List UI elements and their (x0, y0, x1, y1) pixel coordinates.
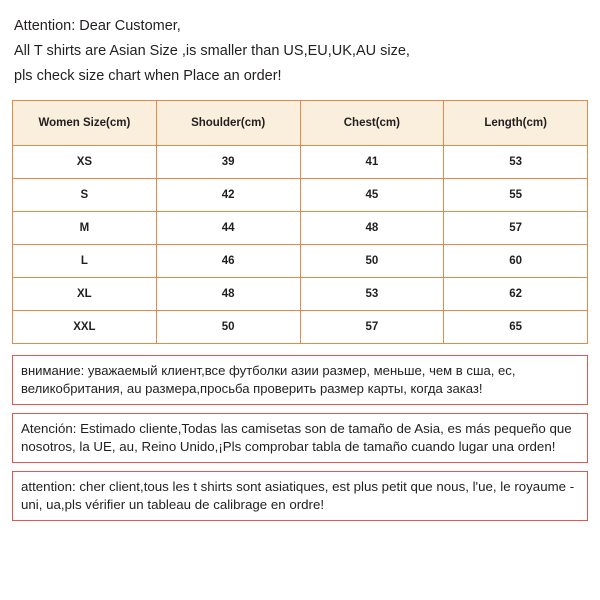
cell-size: XXL (13, 311, 157, 344)
translated-notes (12, 355, 588, 521)
cell-length: 62 (444, 278, 588, 311)
intro-line-3: pls check size chart when Place an order! (14, 68, 282, 84)
table-row (13, 212, 588, 245)
cell-shoulder: 50 (156, 311, 300, 344)
cell-size: XS (13, 146, 157, 179)
cell-size: XL (13, 278, 157, 311)
cell-shoulder: 42 (156, 179, 300, 212)
note-box-russian (12, 355, 588, 405)
cell-chest: 45 (300, 179, 444, 212)
cell-chest: 53 (300, 278, 444, 311)
cell-size: L (13, 245, 157, 278)
column-header-women-size: Women Size(cm) (13, 101, 157, 146)
table-row (13, 245, 588, 278)
cell-size: S (13, 179, 157, 212)
intro-line-1: Attention: Dear Customer, (14, 18, 181, 34)
cell-size: M (13, 212, 157, 245)
column-header-shoulder: Shoulder(cm) (156, 101, 300, 146)
cell-length: 60 (444, 245, 588, 278)
note-text-russian: внимание: уважаемый клиент,все футболки азии размер, меньше, чем в сша, ес, великобритания, au размера,просьба проверить размер карты, когда заказ! (21, 363, 516, 396)
column-header-length: Length(cm) (444, 101, 588, 146)
cell-shoulder: 48 (156, 278, 300, 311)
column-header-chest: Chest(cm) (300, 101, 444, 146)
cell-shoulder: 44 (156, 212, 300, 245)
size-chart-table (12, 100, 588, 344)
note-box-french (12, 471, 588, 521)
note-box-spanish (12, 413, 588, 463)
table-row (13, 278, 588, 311)
cell-length: 55 (444, 179, 588, 212)
cell-length: 65 (444, 311, 588, 344)
cell-shoulder: 46 (156, 245, 300, 278)
cell-chest: 50 (300, 245, 444, 278)
cell-chest: 57 (300, 311, 444, 344)
intro-line-2: All T shirts are Asian Size ,is smaller than US,EU,UK,AU size, (14, 43, 410, 59)
cell-chest: 48 (300, 212, 444, 245)
table-row (13, 311, 588, 344)
note-text-french: attention: cher client,tous les t shirts sont asiatiques, est plus petit que nous, l'ue, le royaume - uni, ua,pls vérifier un tableau de calibrage en ordre! (21, 479, 575, 512)
table-row (13, 179, 588, 212)
note-text-spanish: Atención: Estimado cliente,Todas las camisetas son de tamaño de Asia, es más pequeño que nosotros, la UE, au, Reino Unido,¡Pls comprobar tabla de tamaño cuando lugar una orden! (21, 421, 572, 454)
cell-length: 57 (444, 212, 588, 245)
table-row (13, 146, 588, 179)
cell-chest: 41 (300, 146, 444, 179)
cell-length: 53 (444, 146, 588, 179)
cell-shoulder: 39 (156, 146, 300, 179)
table-header-row (13, 101, 588, 146)
intro-block (14, 14, 588, 89)
